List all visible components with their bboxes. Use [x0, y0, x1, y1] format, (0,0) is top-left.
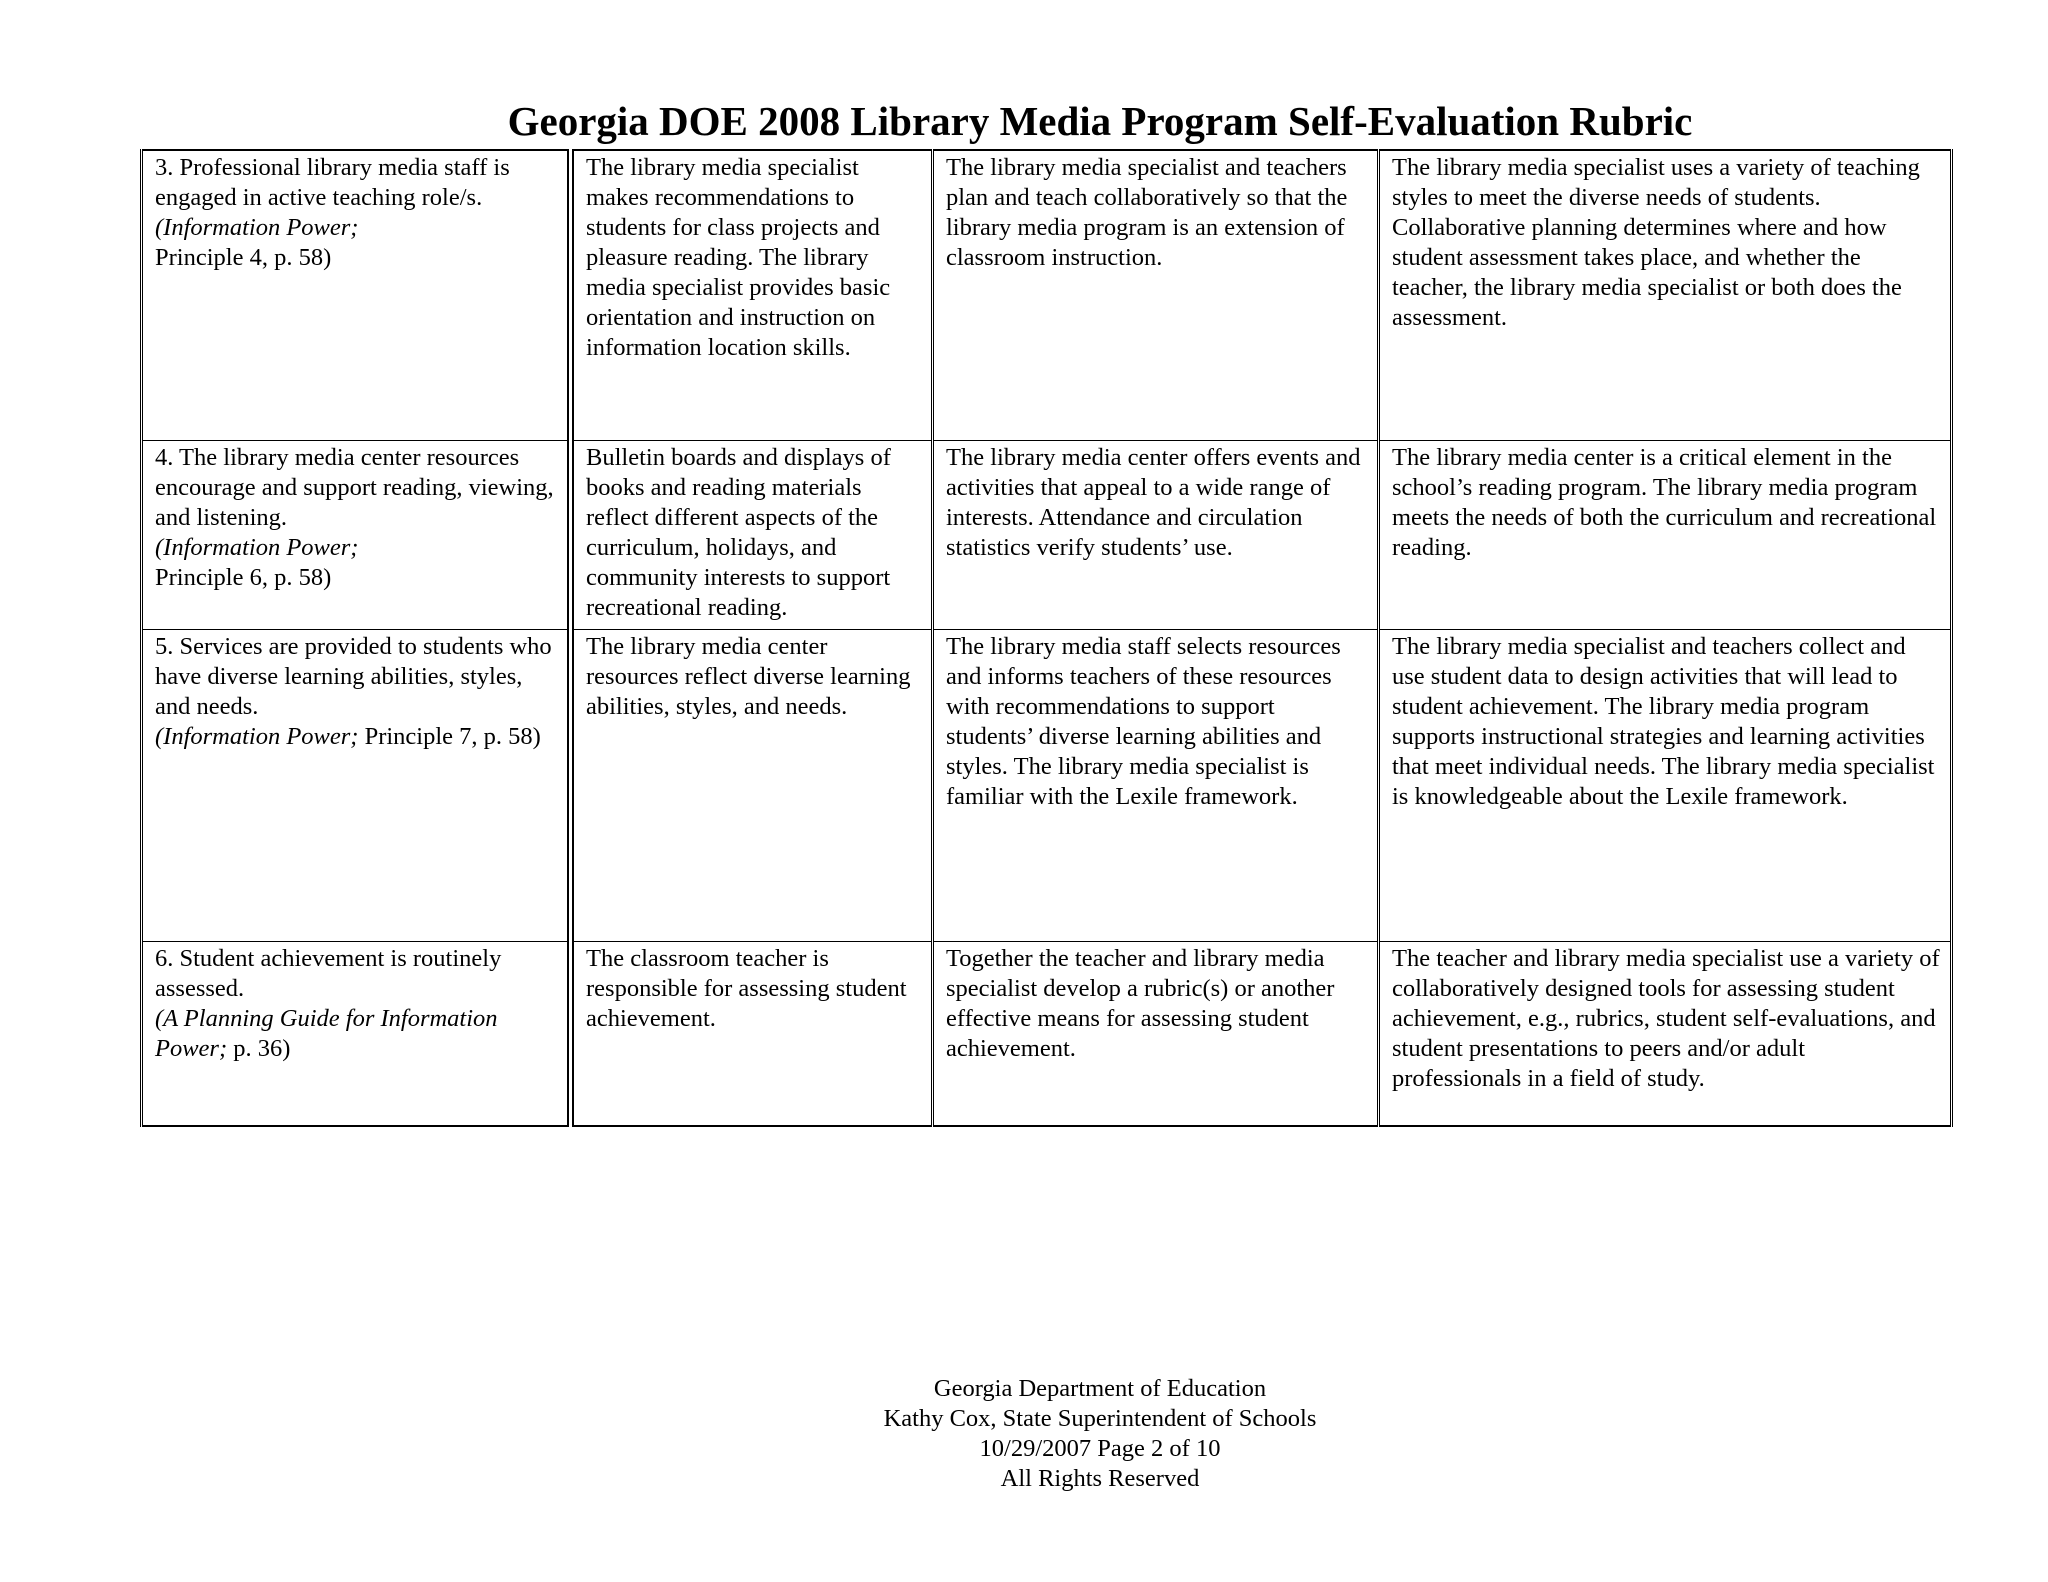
level-1-cell: The library media center resources reflect diverse learning abilities, styles, and needs.	[571, 629, 933, 941]
source-italic: (Information Power;	[155, 533, 359, 561]
page-title: Georgia DOE 2008 Library Media Program Self-Evaluation Rubric	[507, 98, 1693, 144]
level-2-cell: The library media staff selects resources and informs teachers of these resources with recommendations to support students’ diverse learning abilities and styles. The library media specialist is familiar with the Lexile framework.	[933, 629, 1379, 941]
criterion-source	[155, 213, 557, 273]
rubric-row	[142, 629, 1952, 941]
level-1-cell: The library media specialist makes recommendations to students for class projects and pleasure reading. The library media specialist provides basic orientation and instruction on information location skills.	[571, 150, 933, 440]
source-italic: (Information Power;	[155, 214, 359, 241]
criterion-text: 5. Services are provided to students who have diverse learning abilities, styles, and needs. (Information Power; Principle 7, p. 58)	[155, 632, 552, 750]
criterion-cell	[142, 941, 571, 1126]
source-plain: p. 36)	[227, 1034, 291, 1062]
criterion-text: 6. Student achievement is routinely assessed. (A Planning Guide for Information Power; p. 36)	[155, 944, 502, 1062]
source-plain: Principle 6, p. 58)	[155, 563, 332, 591]
criterion-source	[155, 533, 557, 593]
source-plain: Principle 4, p. 58)	[155, 244, 332, 271]
footer-organization: Georgia Department of Education	[933, 1375, 1267, 1402]
rubric-row	[142, 440, 1952, 629]
level-3-cell: The library media specialist uses a variety of teaching styles to meet the diverse needs of students. Collaborative planning determines where and how student assessment takes place, and whether the teacher, the library media specialist or both does the assessment.	[1379, 150, 1952, 440]
source-italic: (Information Power;	[155, 722, 359, 750]
level-1-cell: The classroom teacher is responsible for assessing student achievement.	[571, 941, 933, 1126]
footer-rights: All Rights Reserved	[1000, 1465, 1200, 1492]
level-2-cell: The library media specialist and teachers plan and teach collaboratively so that the library media program is an extension of classroom instruction.	[933, 150, 1379, 440]
source-plain: Principle 7, p. 58)	[358, 722, 541, 750]
source-italic: (A Planning Guide for Information Power;	[155, 1004, 498, 1062]
criterion-text: 3. Professional library media staff is engaged in active teaching role/s.	[155, 154, 510, 211]
level-2-cell: Together the teacher and library media specialist develop a rubric(s) or another effective means for assessing student achievement.	[933, 941, 1379, 1126]
rubric-row	[142, 150, 1952, 440]
rubric-table	[140, 149, 1953, 1127]
rubric-row	[142, 941, 1952, 1126]
criterion-cell	[142, 629, 571, 941]
page-footer	[850, 1374, 1350, 1494]
level-3-cell: The library media center is a critical element in the school’s reading program. The library media program meets the needs of both the curriculum and recreational reading.	[1379, 440, 1952, 629]
level-2-cell: The library media center offers events and activities that appeal to a wide range of interests. Attendance and circulation statistics verify students’ use.	[933, 440, 1379, 629]
footer-superintendent: Kathy Cox, State Superintendent of Schools	[883, 1405, 1317, 1432]
level-3-cell: The library media specialist and teachers collect and use student data to design activities that will lead to student achievement. The library media program supports instructional strategies and learning activities that meet individual needs. The library media specialist is knowledgeable about the Lexile framework.	[1379, 629, 1952, 941]
footer-date-page: 10/29/2007 Page 2 of 10	[979, 1435, 1221, 1462]
criterion-cell	[142, 150, 571, 440]
criterion-text: 4. The library media center resources encourage and support reading, viewing, and listening.	[155, 443, 554, 531]
level-1-cell: Bulletin boards and displays of books and reading materials reflect different aspects of the curriculum, holidays, and community interests to support recreational reading.	[571, 440, 933, 629]
criterion-cell	[142, 440, 571, 629]
level-3-cell: The teacher and library media specialist use a variety of collaboratively designed tools for assessing student achievement, e.g., rubrics, student self-evaluations, and student presentations to peers and/or adult professionals in a field of study.	[1379, 941, 1952, 1126]
